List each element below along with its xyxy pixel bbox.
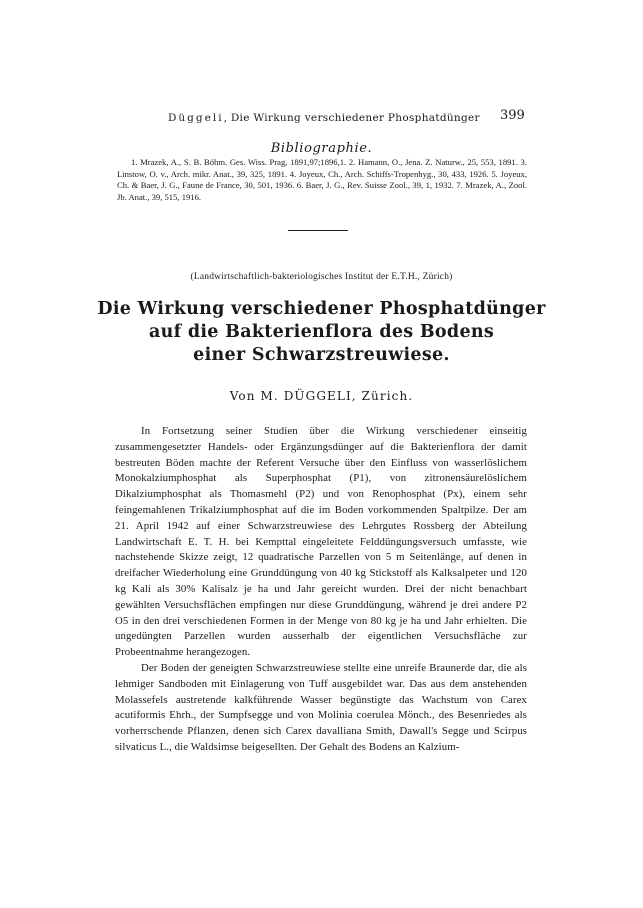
author-byline: Von M. DÜGGELI, Zürich. xyxy=(229,389,414,403)
article-title xyxy=(0,298,643,367)
page-number: 399 xyxy=(500,108,525,123)
section-divider xyxy=(288,230,348,231)
body-paragraph-1: In Fortsetzung seiner Studien über die Wirkung verschiedener einseitig zusammengesetzter Handels- oder Ergänzungsdünger auf die Bakterienflora der damit bestreuten Böden machte der Referent Versuche über den Einfluss von wasserlöslichem Monokalziumphosphat als Superphosphat (P1), von zitronensäurelöslichem Dikalziumphosphat als Thomasmehl (P2) und von Renophosphat (Px), einem sehr feingemahlenen Trikalziumphosphat auf die im Boden vorkommenden Spaltpilze. Der am 21. April 1942 auf einer Schwarzstreuwiese des Lehrgutes Rossberg der Abteilung Landwirtschaft E. T. H. bei Kempttal eingeleitete Felddüngungsversuch umfasste, wie nachstehende Skizze zeigt, 12 quadratische Parzellen von 5 m Seitenlänge, auf denen in dreifacher Wiederholung eine Grunddüngung von 40 kg Stickstoff als Kalksalpeter und 120 kg Kali als 30% Kalisalz je ha und Jahr gereicht wurden. Drei der nicht benachbart gewählten Versuchsflächen empfingen nur diese Grunddüngung, während je drei andere P2 O5 in den drei verschiedenen Formen in der Menge von 80 kg je ha und Jahr erhielten. Die ungedüngten Parzellen wurden ausserhalb der eigentlichen Versuchsfläche zur Probeentnahme herangezogen. xyxy=(115,425,527,659)
bibliography-heading: Bibliographie. xyxy=(270,141,373,156)
article-title-line-1: Die Wirkung verschiedener Phosphatdünger xyxy=(97,299,546,319)
running-head-title: , Die Wirkung verschiedener Phosphatdünger xyxy=(223,112,480,124)
bibliography-text xyxy=(117,157,527,203)
article-title-line-2: auf die Bakterienflora des Bodens xyxy=(148,322,495,342)
article-title-line-3: einer Schwarzstreuwiese. xyxy=(193,345,450,365)
running-head-author: Düggeli xyxy=(168,112,224,124)
institute-affiliation: (Landwirtschaftlich-bakteriologisches Institut der E.T.H., Zürich) xyxy=(190,272,453,282)
article-body xyxy=(115,424,527,756)
running-head xyxy=(168,112,528,124)
body-paragraph-2: Der Boden der geneigten Schwarzstreuwiese stellte eine unreife Braunerde dar, die als lehmiger Sandboden mit Einlagerung von Tuff ausgebildet war. Das aus dem anstehenden Molassefels austretende kalkführende Wasser begünstigte das Wachstum von Carex acutiformis Ehrh., der Sumpfsegge und von Molinia coerulea Mönch., des Besenriedes als vorherrschende Pflanzen, denen sich Carex davalliana Smith, Dawall's Segge und Scirpus silvaticus L., die Waldsimse beigesellten. Der Gehalt des Bodens an Kalzium- xyxy=(115,661,527,753)
bibliography-entries: 1. Mrazek, A., S. B. Böhm. Ges. Wiss. Prag, 1891,97;1896,1. 2. Hamann, O., Jena. Z. Naturw., 25, 553, 1891. 3. Linstow, O. v., Arch. mikr. Anat., 39, 325, 1891. 4. Joyeux, Ch., Arch. Schiffs-Tropenhyg., 30, 433, 1926. 5. Joyeux, Ch. & Baer, J. G., Faune de France, 30, 501, 1936. 6. Baer, J. G., Rev. Suisse Zool., 39, 1, 1932. 7. Mrazek, A., Zool. Jb. Anat., 39, 515, 1916. xyxy=(117,157,527,202)
